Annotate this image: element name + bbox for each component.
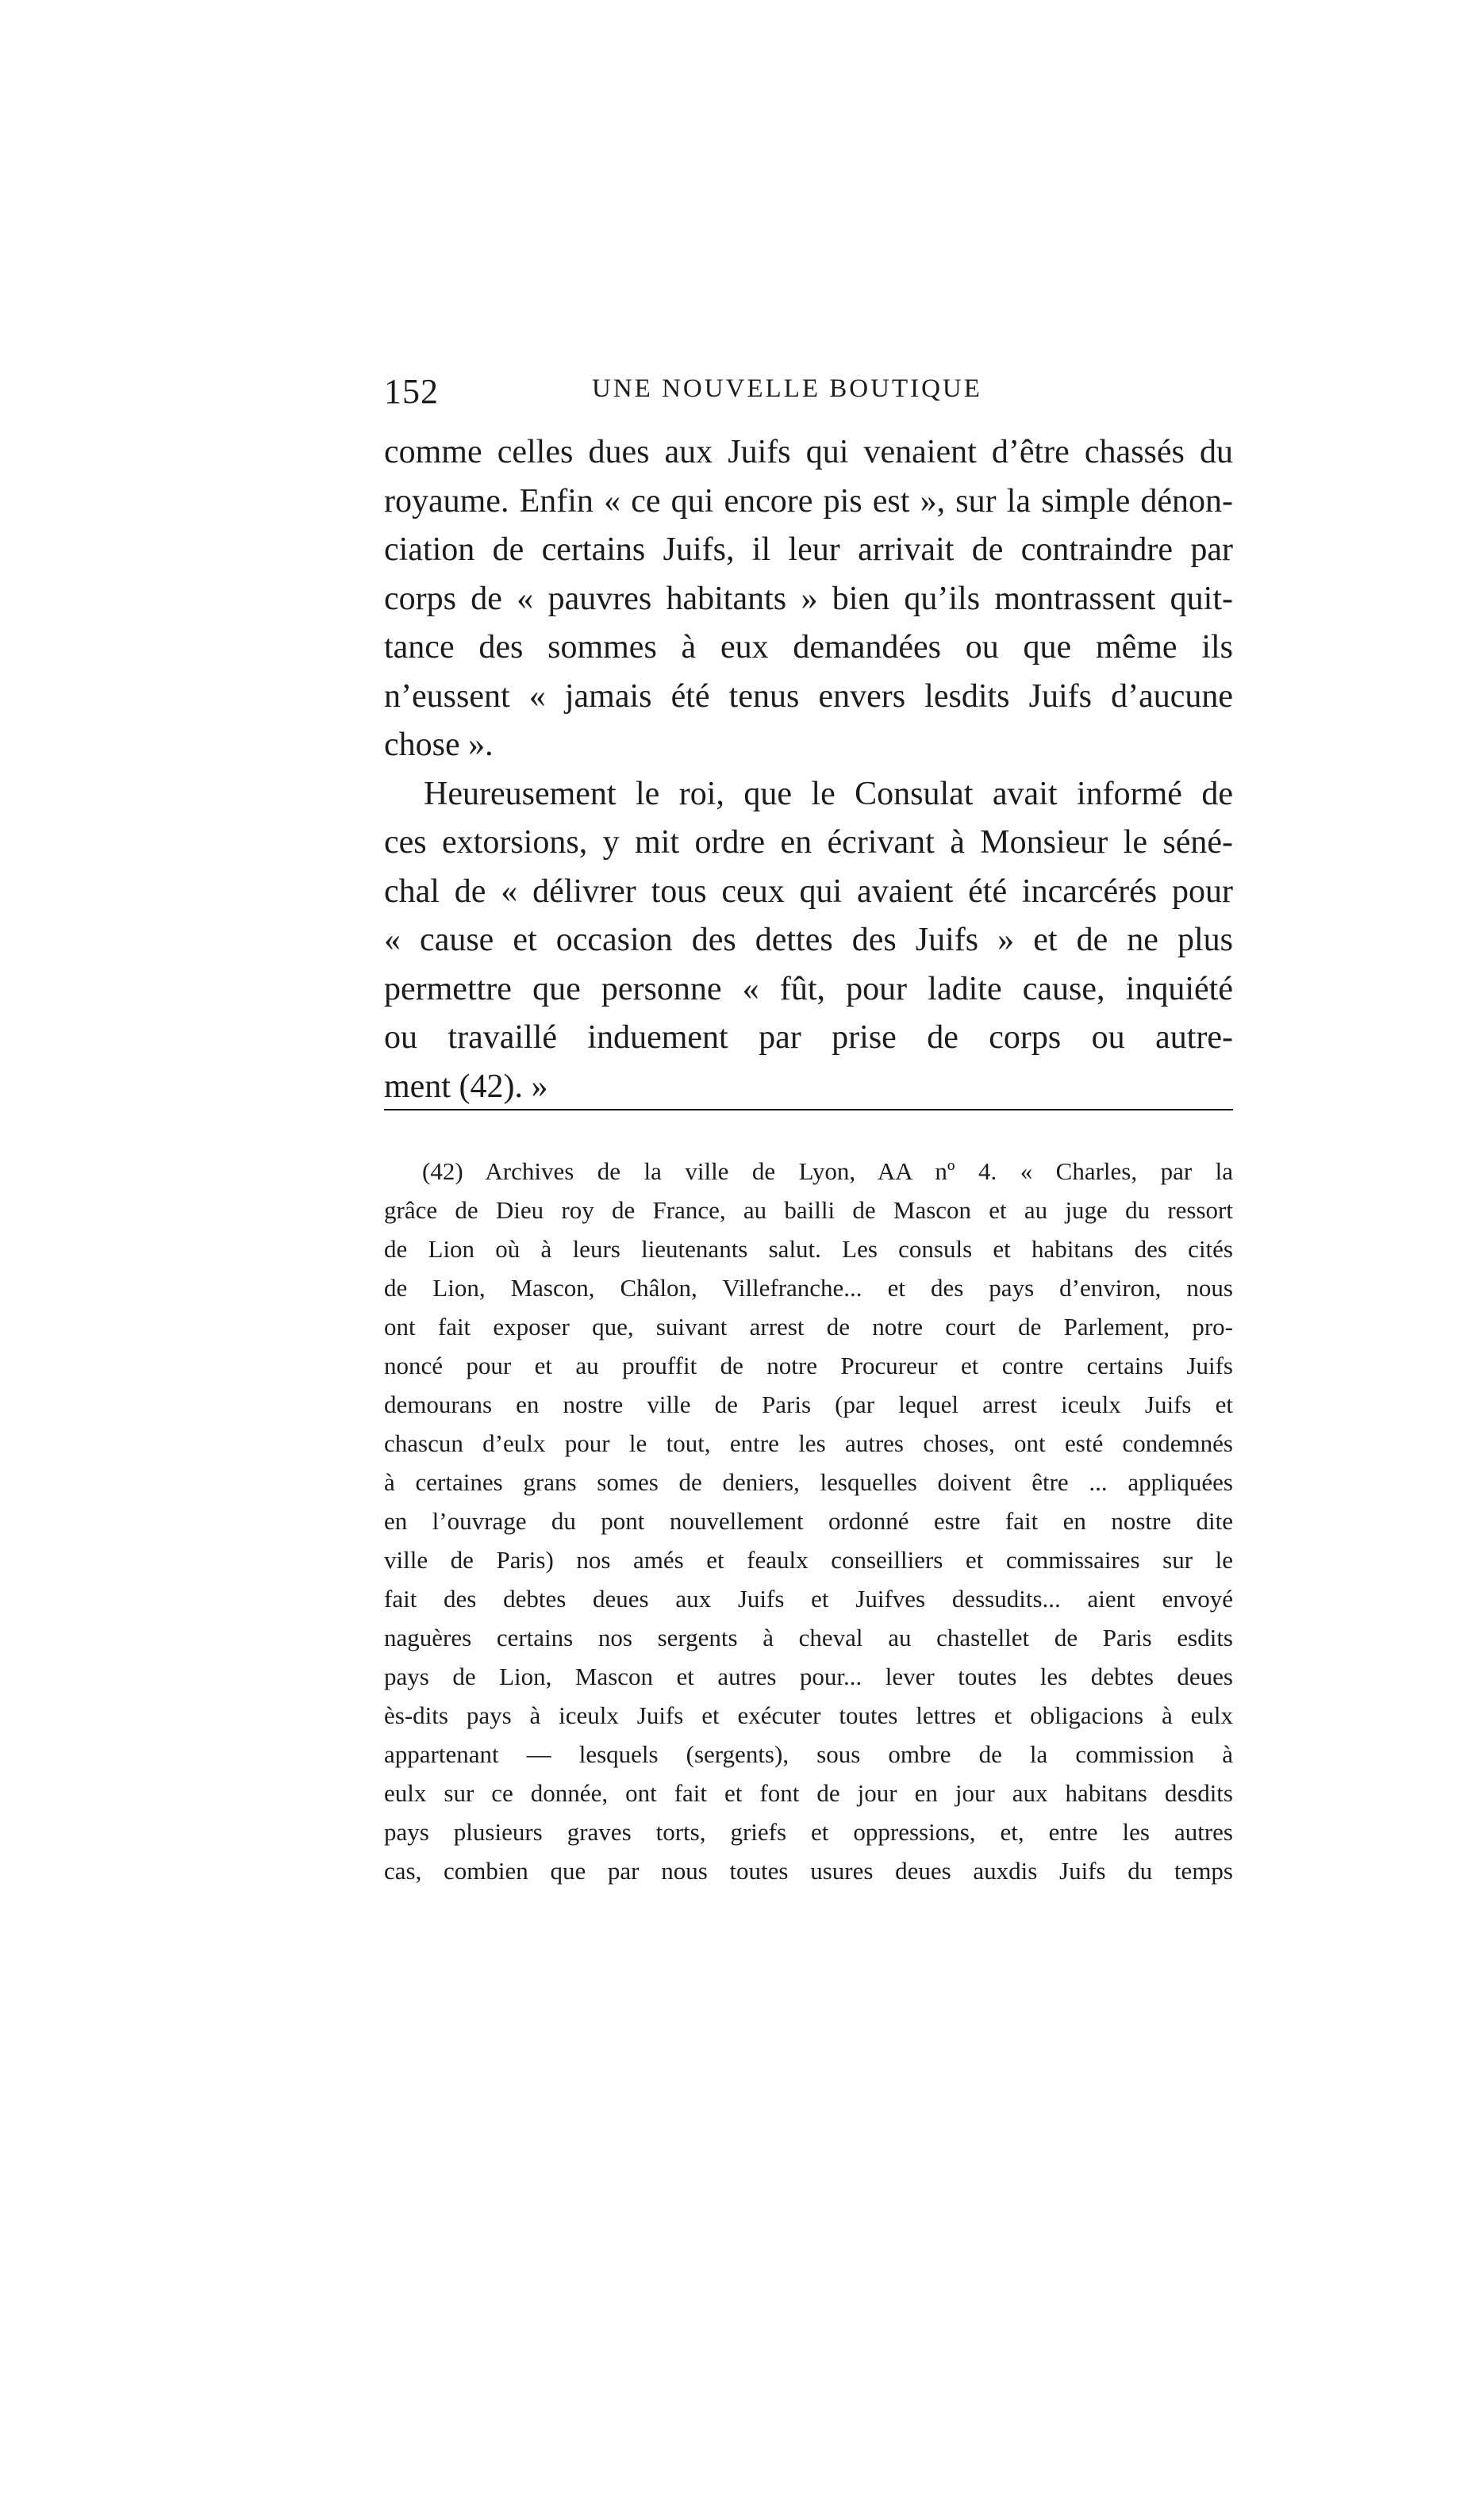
page-number: 152 bbox=[384, 372, 439, 411]
footnote-line: ont fait exposer que, suivant arrest de notre court de Parlement, pro- bbox=[384, 1313, 1233, 1341]
footnote-line: en l’ouvrage du pont nouvellement ordonné estre fait en nostre dite bbox=[384, 1507, 1233, 1535]
footnote-line: eulx sur ce donnée, ont fait et font de jour en jour aux habitans desdits bbox=[384, 1779, 1233, 1807]
footnote-divider bbox=[384, 1109, 1233, 1110]
footnote-line: ès-dits pays à iceulx Juifs et exécuter toutes lettres et obligacions à eulx bbox=[384, 1701, 1233, 1729]
footnote-line: cas, combien que par nous toutes usures deues auxdis Juifs du temps bbox=[384, 1857, 1233, 1885]
footnote-line: naguères certains nos sergents à cheval au chastellet de Paris esdits bbox=[384, 1624, 1233, 1651]
text-line: chose ». bbox=[384, 727, 494, 763]
footnote bbox=[384, 1152, 1233, 1890]
footnote-line: appartenant — lesquels (sergents), sous ombre de la commission à bbox=[384, 1740, 1233, 1768]
footnote-line: de Lion où à leurs lieutenants salut. Les consuls et habitans des cités bbox=[384, 1235, 1233, 1263]
running-title: UNE NOUVELLE BOUTIQUE bbox=[592, 374, 982, 403]
text-line: comme celles dues aux Juifs qui venaient d’être chassés du bbox=[384, 434, 1233, 470]
text-line: ciation de certains Juifs, il leur arrivait de contraindre par bbox=[384, 531, 1233, 568]
text-line: ou travaillé induement par prise de corps ou autre- bbox=[384, 1019, 1233, 1056]
footnote-line: demourans en nostre ville de Paris (par lequel arrest iceulx Juifs et bbox=[384, 1390, 1233, 1418]
footnote-line: à certaines grans somes de deniers, lesquelles doivent être ... appliquées bbox=[384, 1468, 1233, 1496]
footnote-line: de Lion, Mascon, Châlon, Villefranche... et des pays d’environ, nous bbox=[384, 1274, 1233, 1302]
text-line: ment (42). » bbox=[384, 1068, 548, 1105]
text-line: corps de « pauvres habitants » bien qu’ils montrassent quit- bbox=[384, 580, 1233, 617]
text-line: permettre que personne « fût, pour ladite cause, inquiété bbox=[384, 970, 1233, 1007]
text-line: Heureusement le roi, que le Consulat avait informé de bbox=[424, 775, 1233, 812]
paragraph-2 bbox=[384, 770, 1233, 1112]
footnote-line: noncé pour et au prouffit de notre Procureur et contre certains Juifs bbox=[384, 1352, 1233, 1379]
text-line: ces extorsions, y mit ordre en écrivant à Monsieur le séné- bbox=[384, 824, 1233, 861]
footnote-line: pays de Lion, Mascon et autres pour... lever toutes les debtes deues bbox=[384, 1663, 1233, 1690]
footnote-line: ville de Paris) nos amés et feaulx conseilliers et commissaires sur le bbox=[384, 1546, 1233, 1574]
main-text bbox=[384, 428, 1233, 1111]
paragraph-1 bbox=[384, 428, 1233, 770]
text-line: chal de « délivrer tous ceux qui avaient été incarcérés pour bbox=[384, 873, 1233, 910]
footnote-line: grâce de Dieu roy de France, au bailli de Mascon et au juge du ressort bbox=[384, 1196, 1233, 1224]
text-line: tance des sommes à eux demandées ou que même ils bbox=[384, 629, 1233, 665]
text-line: n’eussent « jamais été tenus envers lesdits Juifs d’aucune bbox=[384, 677, 1233, 715]
footnote-line: pays plusieurs graves torts, griefs et oppressions, et, entre les autres bbox=[384, 1818, 1233, 1846]
footnote-line: chascun d’eulx pour le tout, entre les autres choses, ont esté condemnés bbox=[384, 1429, 1233, 1457]
text-line: royaume. Enfin « ce qui encore pis est », sur la simple dénon- bbox=[384, 482, 1233, 520]
text-line: « cause et occasion des dettes des Juifs » et de ne plus bbox=[384, 922, 1233, 958]
footnote-line: fait des debtes deues aux Juifs et Juifves dessudits... aient envoyé bbox=[384, 1585, 1233, 1613]
footnote-line: (42) Archives de la ville de Lyon, AA nº 4. « Charles, par la bbox=[422, 1157, 1233, 1185]
